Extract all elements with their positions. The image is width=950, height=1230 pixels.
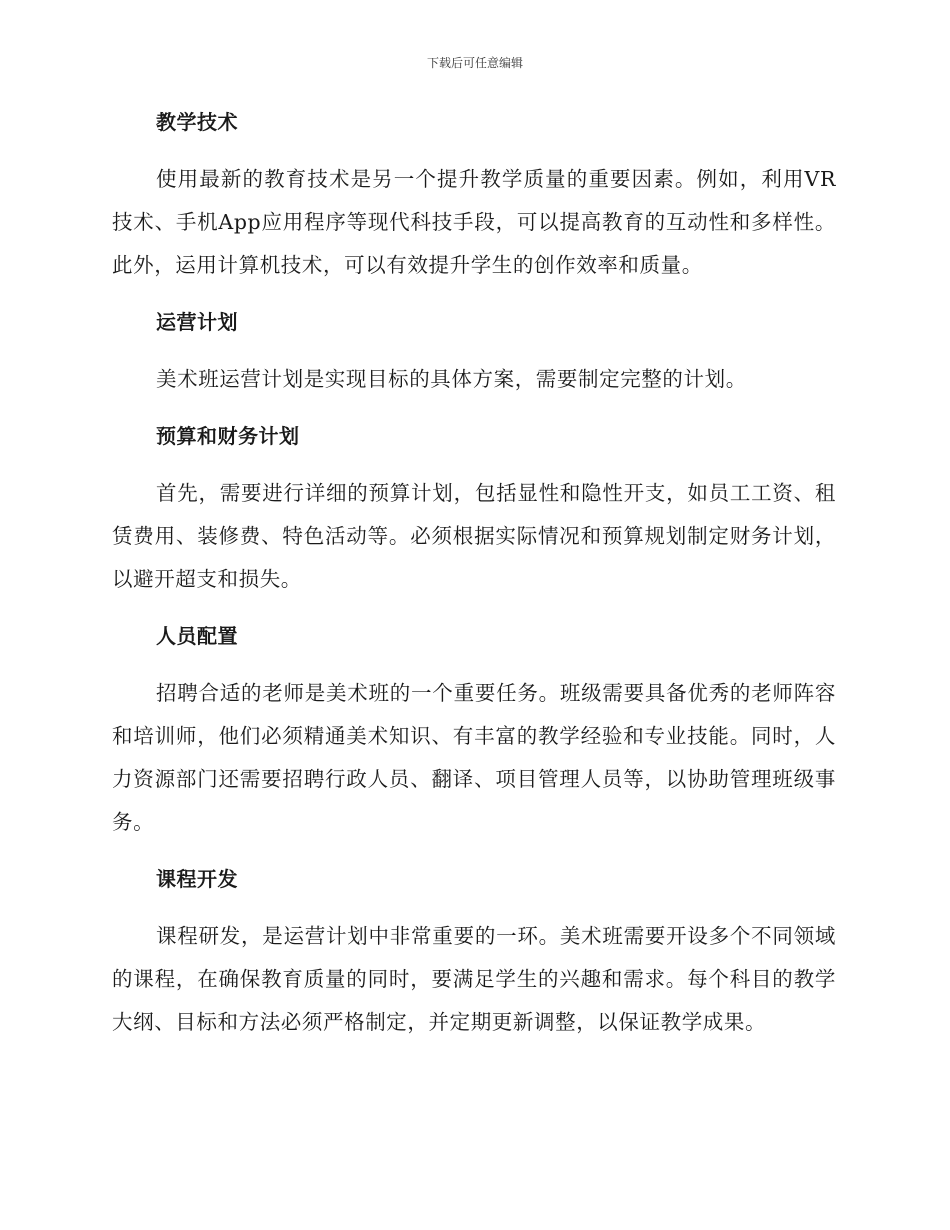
section-heading-staffing: 人员配置: [156, 624, 238, 648]
section-heading-operation-plan: 运营计划: [156, 310, 238, 334]
section-heading-teaching-technology: 教学技术: [156, 110, 238, 134]
section-heading-budget-finance: 预算和财务计划: [156, 424, 300, 448]
paragraph-course-development: 课程研发，是运营计划中非常重要的一环。美术班需要开设多个不同领域的课程，在确保教育质量的同时，要满足学生的兴趣和需求。每个科目的教学大纲、目标和方法必须严格制定，并定期更新调整，以保证教学成果。: [112, 924, 836, 1034]
paragraph-staffing: 招聘合适的老师是美术班的一个重要任务。班级需要具备优秀的老师阵容和培训师，他们必须精通美术知识、有丰富的教学经验和专业技能。同时，人力资源部门还需要招聘行政人员、翻译、项目管理人员等，以协助管理班级事务。: [112, 681, 836, 834]
page-header: 下载后可任意编辑: [426, 56, 523, 70]
document-body: [112, 107, 836, 1044]
paragraph-budget-finance: 首先，需要进行详细的预算计划，包括显性和隐性开支，如员工工资、租赁费用、装修费、特色活动等。必须根据实际情况和预算规划制定财务计划，以避开超支和损失。: [112, 481, 836, 591]
paragraph-operation-plan: 美术班运营计划是实现目标的具体方案，需要制定完整的计划。: [156, 367, 747, 391]
paragraph-teaching-technology: 使用最新的教育技术是另一个提升教学质量的重要因素。例如，利用VR技术、手机App应用程序等现代科技手段，可以提高教育的互动性和多样性。此外，运用计算机技术，可以有效提升学生的创作效率和质量。: [112, 167, 836, 277]
section-heading-course-development: 课程开发: [156, 867, 238, 891]
